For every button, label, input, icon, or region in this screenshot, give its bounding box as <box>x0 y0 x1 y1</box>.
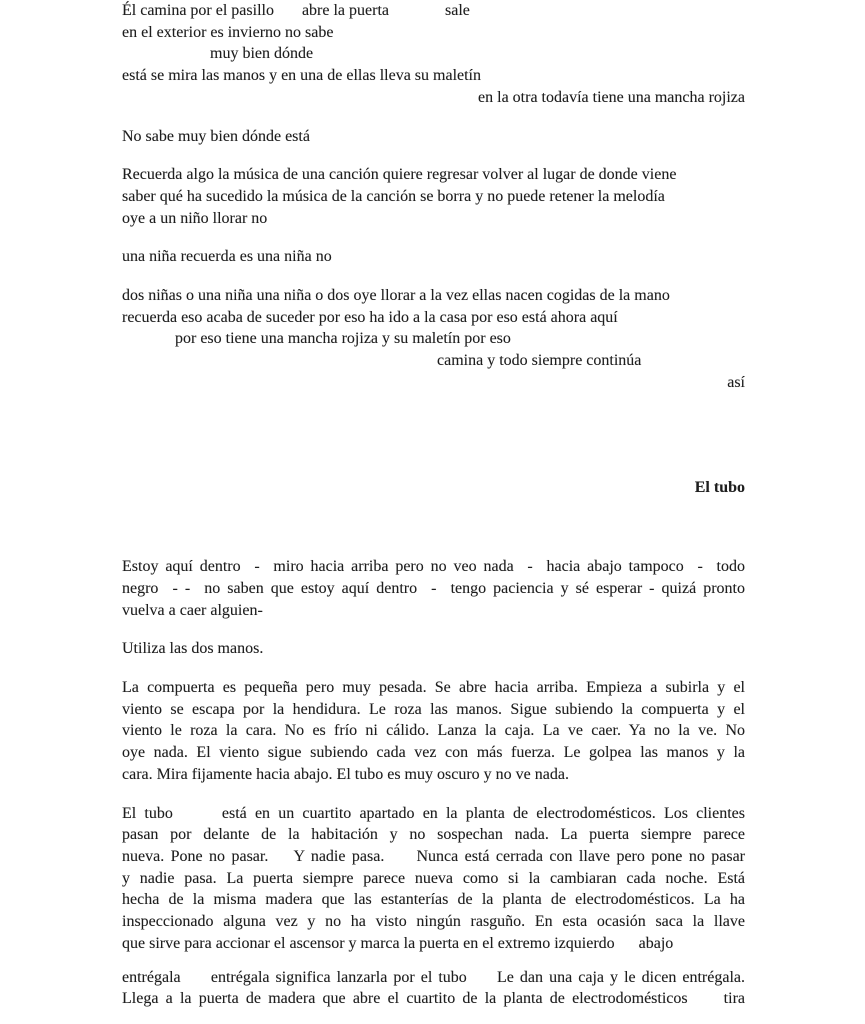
poem-line: saber qué ha sucedido la música de la canción se borra y no puede retener la melodía <box>122 187 665 205</box>
story-section <box>122 477 745 1010</box>
prose-line: pasan por delante de la habitación y no sospechan nada. La puerta siempre parece <box>122 826 745 844</box>
poem-line: recuerda eso acaba de suceder por eso ha ido a la casa por eso está ahora aquí <box>122 308 618 326</box>
stanza <box>122 0 745 109</box>
poem-line: por eso tiene una mancha rojiza y su maletín por eso <box>175 330 511 348</box>
stanza <box>122 164 745 229</box>
poem-line: muy bien dónde <box>210 45 314 63</box>
poem-line: una niña recuerda es una niña no <box>122 248 332 266</box>
prose-line: negro - - no saben que estoy aquí dentro - tengo paciencia y sé esperar - quizá pronto <box>122 579 745 597</box>
paragraph <box>122 556 745 621</box>
stanza <box>122 126 745 148</box>
poem-section <box>122 0 745 394</box>
stanza <box>122 246 745 268</box>
poem-line: así <box>727 373 745 391</box>
paragraph <box>122 803 745 955</box>
prose-line: que sirve para accionar el ascensor y marca la puerta en el extremo izquierdo abajo <box>122 934 674 952</box>
prose-line: Estoy aquí dentro - miro hacia arriba pero no veo nada - hacia abajo tampoco - todo <box>122 558 745 576</box>
poem-line: Él camina por el pasillo abre la puerta sale <box>122 2 470 19</box>
poem-line: oye a un niño llorar no <box>122 209 268 227</box>
stanza <box>122 285 745 394</box>
poem-line: No sabe muy bien dónde está <box>122 127 310 145</box>
story-title: El tubo <box>694 478 745 496</box>
prose-line: hecha de la misma madera que las estanterías de la planta de electrodomésticos. La ha <box>122 891 745 909</box>
paragraph <box>122 638 745 660</box>
paragraph <box>122 967 745 1010</box>
prose-line: inspeccionado alguna vez y no ha visto ningún rasguño. En esta ocasión saca la llave <box>122 913 745 931</box>
prose-line: viento le roza la cara. No es frío ni cálido. Lanza la caja. La ve caer. Ya no la ve. No <box>122 722 745 740</box>
poem-line: en el exterior es invierno no sabe <box>122 23 334 41</box>
prose-line: viento se escapa por la hendidura. Le roza las manos. Sigue subiendo la compuerta y el <box>122 700 745 718</box>
poem-line: en la otra todavía tiene una mancha rojiza <box>478 88 745 106</box>
prose-line: Utiliza las dos manos. <box>122 640 264 658</box>
poem-line: camina y todo siempre continúa <box>437 352 642 370</box>
prose-line: vuelva a caer alguien- <box>122 601 263 619</box>
poem-line: Recuerda algo la música de una canción quiere regresar volver al lugar de donde viene <box>122 166 677 184</box>
prose-line: entrégala entrégala significa lanzarla por el tubo Le dan una caja y le dicen entrégala. <box>122 968 745 986</box>
poem-line: dos niñas o una niña una niña o dos oye llorar a la vez ellas nacen cogidas de la mano <box>122 287 670 305</box>
prose-line: La compuerta es pequeña pero muy pesada. Se abre hacia arriba. Empieza a subirla y el <box>122 679 745 697</box>
prose-line: Llega a la puerta de madera que abre el cuartito de la planta de electrodomésticos tira <box>122 990 745 1008</box>
prose-line: oye nada. El viento sigue subiendo cada vez con más fuerza. Le golpea las manos y la <box>122 744 745 762</box>
prose-line: cara. Mira fijamente hacia abajo. El tubo es muy oscuro y no ve nada. <box>122 765 569 783</box>
poem-line: está se mira las manos y en una de ellas lleva su maletín <box>122 67 481 85</box>
prose-line: nueva. Pone no pasar. Y nadie pasa. Nunca está cerrada con llave pero pone no pasar <box>122 847 745 865</box>
prose-line: y nadie pasa. La puerta siempre parece nueva como si la cambiaran cada noche. Está <box>122 869 745 887</box>
prose-line: El tubo está en un cuartito apartado en la planta de electrodomésticos. Los clientes <box>122 804 745 822</box>
paragraph <box>122 677 745 786</box>
